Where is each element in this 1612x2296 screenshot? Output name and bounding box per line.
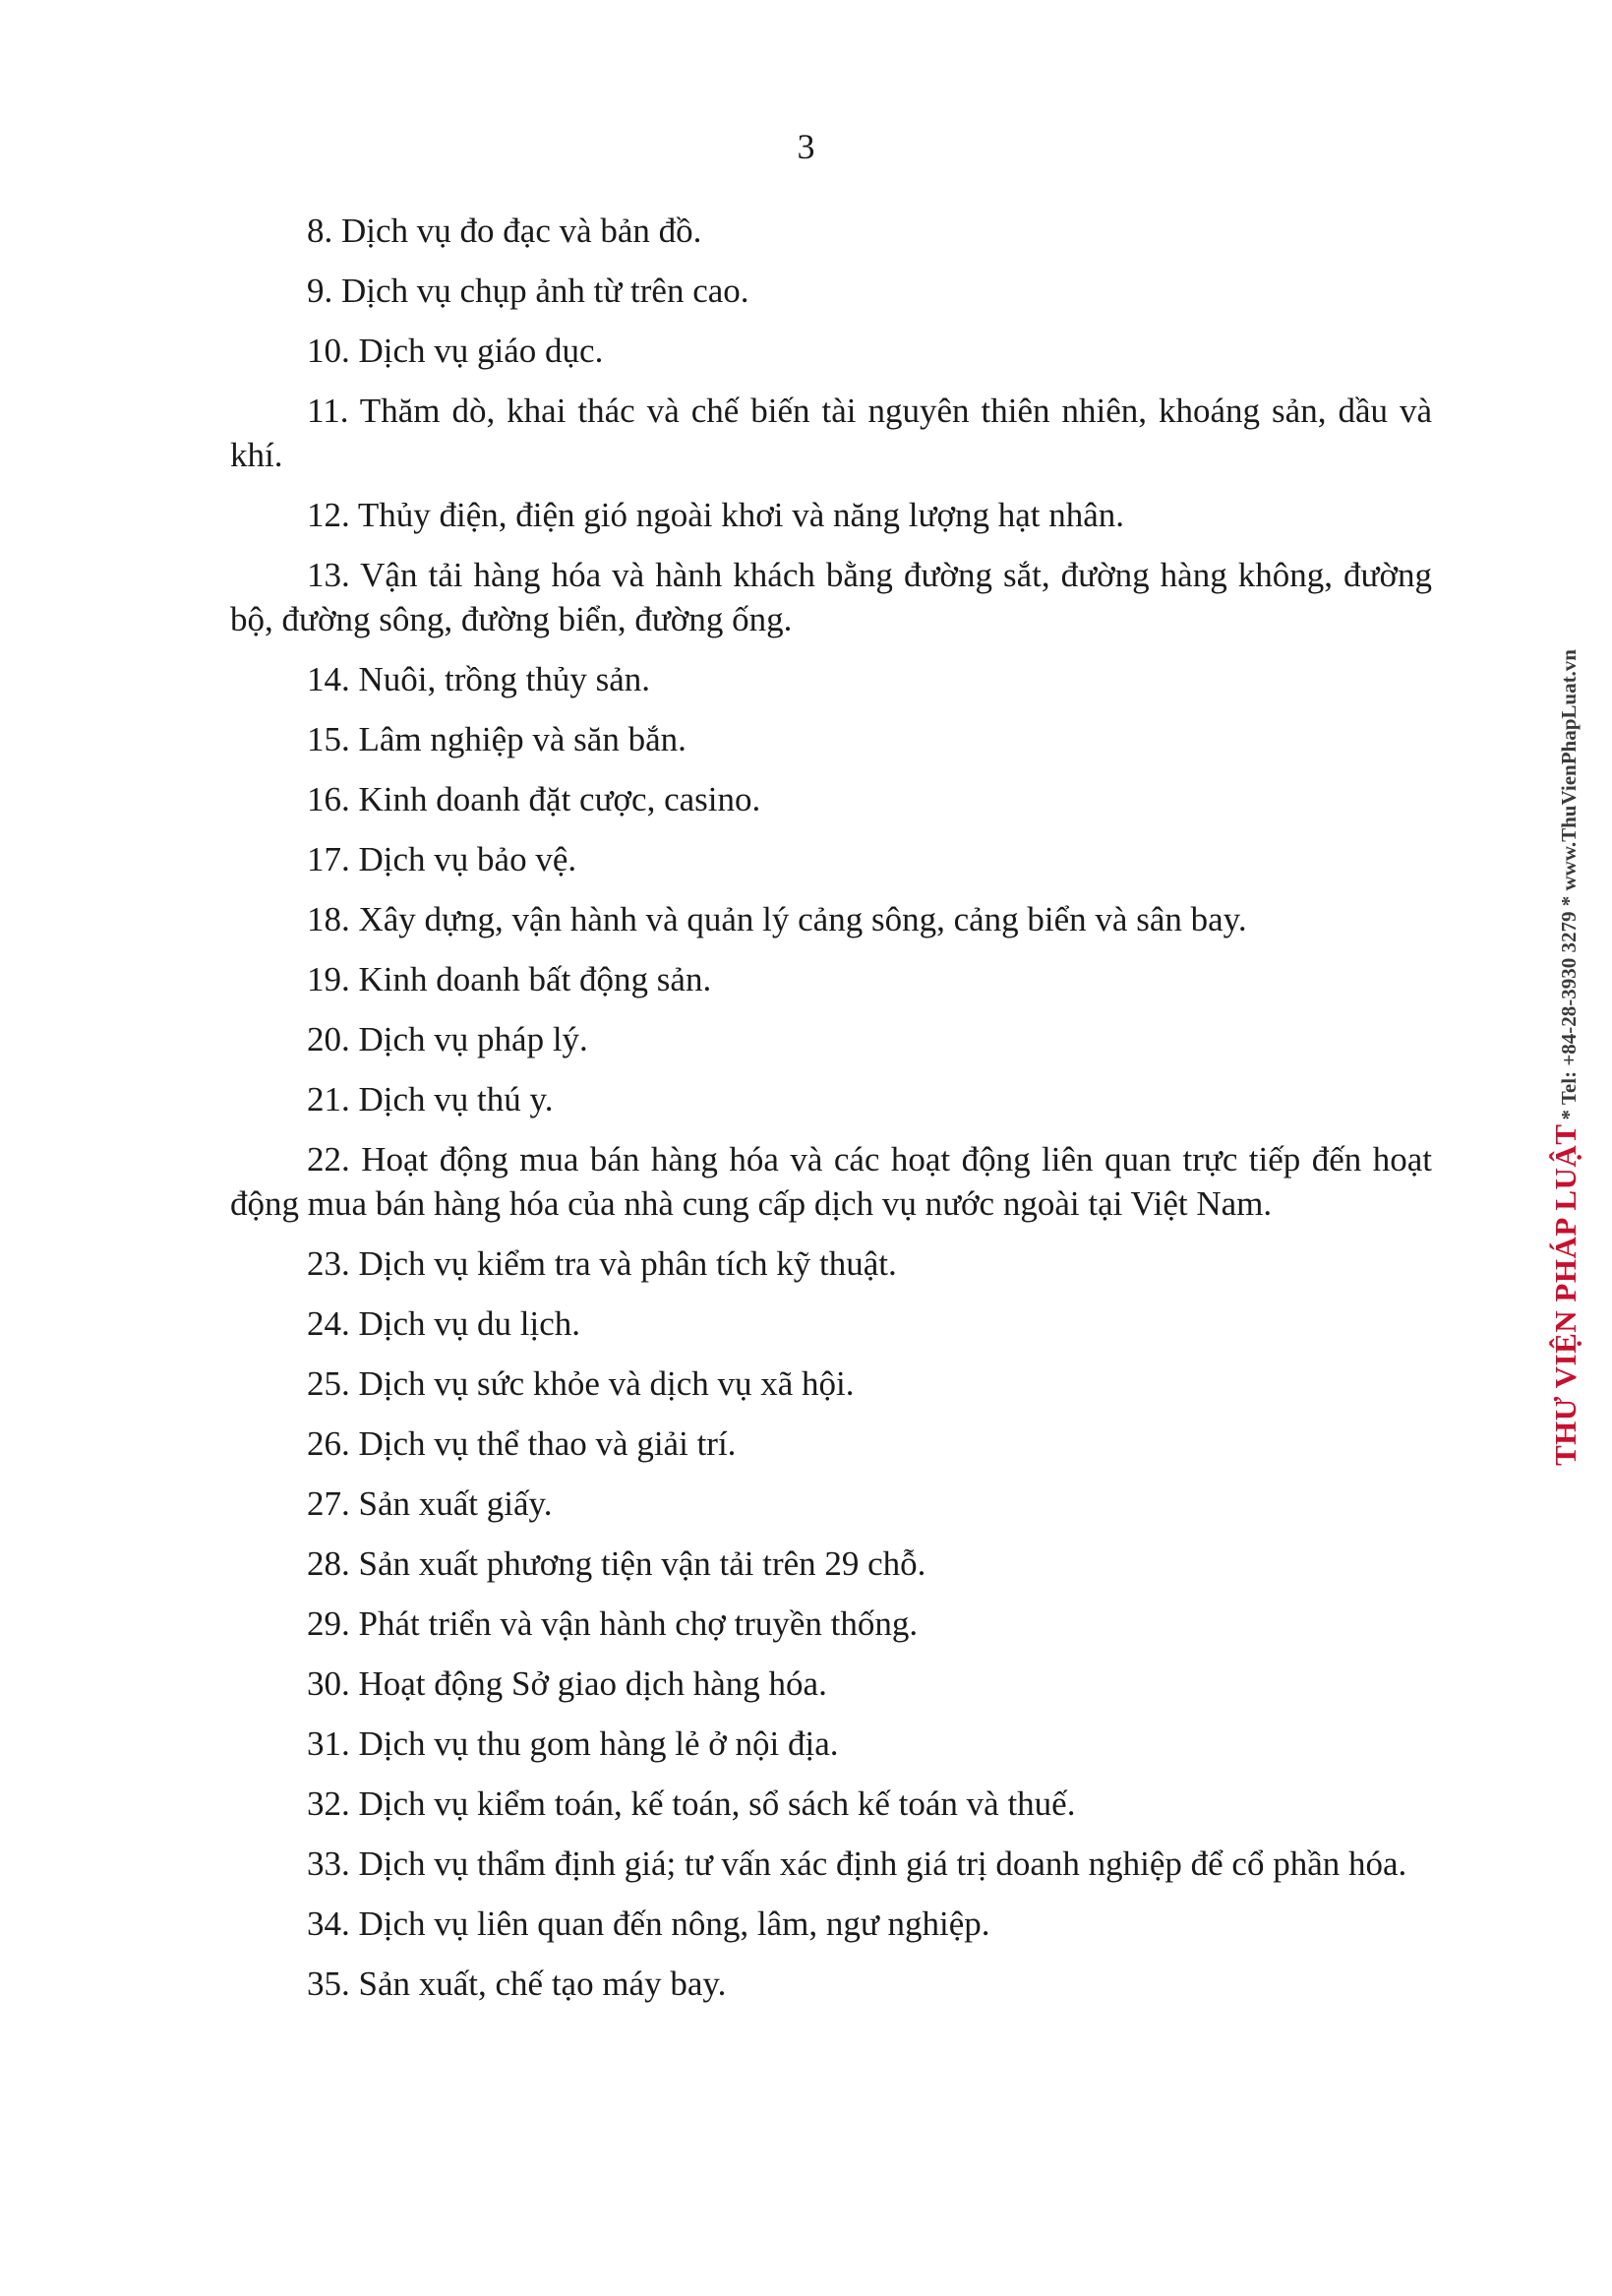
list-item: 22. Hoạt động mua bán hàng hóa và các hoạt động liên quan trực tiếp đến hoạt động mua bán hàng hóa của nhà cung cấp dịch vụ nước ngoài tại Việt Nam. (230, 1140, 1432, 1223)
list-item: 35. Sản xuất, chế tạo máy bay. (307, 1964, 727, 2003)
list-item: 28. Sản xuất phương tiện vận tải trên 29 chỗ. (307, 1544, 926, 1583)
list-item: 25. Dịch vụ sức khỏe và dịch vụ xã hội. (307, 1364, 855, 1403)
list-item: 16. Kinh doanh đặt cược, casino. (307, 780, 761, 818)
watermark-contact: * Tel: +84-28-3930 3279 * www.ThuVienPhapLuat.vn (1557, 649, 1581, 1120)
list-item: 8. Dịch vụ đo đạc và bản đồ. (307, 211, 702, 250)
list-item: 20. Dịch vụ pháp lý. (307, 1020, 588, 1058)
document-body (230, 209, 1432, 2022)
list-item: 26. Dịch vụ thể thao và giải trí. (307, 1424, 737, 1463)
list-item: 18. Xây dựng, vận hành và quản lý cảng sông, cảng biển và sân bay. (307, 900, 1247, 938)
list-item: 15. Lâm nghiệp và săn bắn. (307, 720, 687, 758)
list-item: 13. Vận tải hàng hóa và hành khách bằng đường sắt, đường hàng không, đường bộ, đường sông, đường biển, đường ống. (230, 556, 1432, 638)
list-item: 10. Dịch vụ giáo dục. (307, 332, 604, 370)
list-item: 24. Dịch vụ du lịch. (307, 1304, 581, 1343)
list-item: 21. Dịch vụ thú y. (307, 1080, 554, 1118)
list-item: 11. Thăm dò, khai thác và chế biến tài nguyên thiên nhiên, khoáng sản, dầu và khí. (230, 392, 1432, 474)
page-number: 3 (797, 127, 815, 166)
watermark-name: THƯ VIỆN PHÁP LUẬT (1548, 1123, 1582, 1466)
list-item: 14. Nuôi, trồng thủy sản. (307, 660, 651, 698)
list-item: 19. Kinh doanh bất động sản. (307, 960, 712, 998)
list-item: 9. Dịch vụ chụp ảnh từ trên cao. (307, 272, 749, 310)
list-item: 31. Dịch vụ thu gom hàng lẻ ở nội địa. (307, 1724, 839, 1763)
list-item: 17. Dịch vụ bảo vệ. (307, 840, 577, 878)
list-item: 34. Dịch vụ liên quan đến nông, lâm, ngư nghiệp. (307, 1904, 990, 1943)
list-item: 23. Dịch vụ kiểm tra và phân tích kỹ thuật. (307, 1244, 897, 1283)
list-item: 27. Sản xuất giấy. (307, 1484, 553, 1523)
list-item: 33. Dịch vụ thẩm định giá; tư vấn xác định giá trị doanh nghiệp để cổ phần hóa. (307, 1844, 1407, 1883)
list-item: 32. Dịch vụ kiểm toán, kế toán, sổ sách kế toán và thuế. (307, 1784, 1076, 1823)
list-item: 12. Thủy điện, điện gió ngoài khơi và năng lượng hạt nhân. (307, 496, 1125, 534)
list-item: 30. Hoạt động Sở giao dịch hàng hóa. (307, 1664, 827, 1703)
list-item: 29. Phát triển và vận hành chợ truyền thống. (307, 1604, 919, 1643)
watermark (1548, 649, 1583, 1466)
